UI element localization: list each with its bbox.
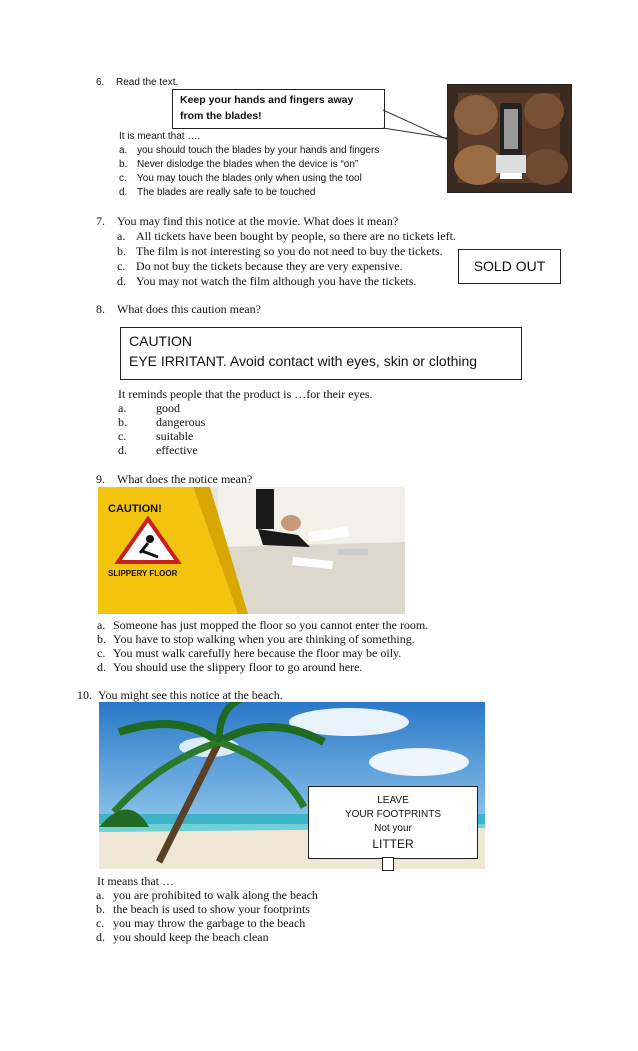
q7-option-a-text: All tickets have been bought by people, so there are no tickets left.	[136, 229, 456, 243]
q9-option-a-text: Someone has just mopped the floor so you cannot enter the room.	[113, 618, 429, 632]
q9-option-b-text: You have to stop walking when you are thinking of something.	[113, 632, 415, 646]
q8-caution-text: EYE IRRITANT. Avoid contact with eyes, skin or clothing	[129, 353, 478, 369]
q9-option-b: b.	[97, 632, 106, 646]
q6-stem: It is meant that ….	[119, 131, 201, 142]
q9-number: 9.	[96, 472, 105, 486]
q6-blender-photo	[447, 84, 572, 193]
q7-option-b: b.	[117, 244, 126, 258]
q8-option-a: a.	[118, 401, 127, 415]
q7-option-b-text: The film is not interesting so you do not need to buy the tickets.	[136, 244, 443, 258]
q7-option-d: d.	[117, 274, 126, 288]
q6-option-c-text: You may touch the blades only when using the tool	[137, 173, 362, 184]
q10-option-c-text: you may throw the garbage to the beach	[113, 916, 306, 930]
q7-option-a: a.	[117, 229, 126, 243]
q7-sold-out-sign	[458, 249, 561, 284]
q10-option-c: c.	[96, 916, 105, 930]
q10-prompt: You might see this notice at the beach.	[98, 688, 283, 702]
q9-slippery-floor-photo	[98, 487, 405, 614]
q6-prompt: Read the text.	[116, 77, 179, 88]
q10-sign-line3: Not your	[374, 823, 412, 834]
q10-option-a-text: you are prohibited to walk along the beach	[113, 888, 318, 902]
q8-option-d-text: effective	[156, 443, 198, 457]
q8-option-c: c.	[118, 429, 127, 443]
q8-caution-title: CAUTION	[129, 333, 192, 349]
q6-option-b-text: Never dislodge the blades when the device is “on”	[137, 159, 359, 170]
q8-stem: It reminds people that the product is …for their eyes.	[118, 387, 373, 401]
q10-option-d: d.	[96, 930, 105, 944]
q8-option-c-text: suitable	[156, 429, 194, 443]
q8-caution-box	[120, 327, 522, 380]
q7-prompt: You may find this notice at the movie. What does it mean?	[117, 214, 399, 228]
q8-number: 8.	[96, 302, 105, 316]
q6-option-a: a.	[119, 145, 128, 156]
q10-option-b-text: the beach is used to show your footprints	[113, 902, 310, 916]
q9-option-c: c.	[97, 646, 106, 660]
q9-option-a: a.	[97, 618, 106, 632]
q7-number: 7.	[96, 214, 105, 228]
q8-option-a-text: good	[156, 401, 180, 415]
q9-prompt: What does the notice mean?	[117, 472, 253, 486]
q7-sold-out-text: SOLD OUT	[473, 258, 546, 274]
q10-sign-post	[382, 857, 394, 871]
q7-option-d-text: You may not watch the film although you have the tickets.	[136, 274, 417, 288]
q10-option-a: a.	[96, 888, 105, 902]
q10-option-b: b.	[96, 902, 105, 916]
q9-sign-caution-text: CAUTION!	[108, 503, 162, 515]
q9-option-c-text: You must walk carefully here because the floor may be oily.	[113, 646, 402, 660]
q10-sign-line4: LITTER	[372, 837, 414, 851]
q6-option-d-text: The blades are really safe to be touched	[137, 187, 316, 198]
q7-option-c-text: Do not buy the tickets because they are very expensive.	[136, 259, 403, 273]
q8-prompt: What does this caution mean?	[117, 302, 261, 316]
q7-option-c: c.	[117, 259, 126, 273]
q6-number: 6.	[96, 77, 105, 88]
q8-option-b: b.	[118, 415, 127, 429]
q8-option-b-text: dangerous	[156, 415, 206, 429]
q10-number: 10.	[77, 688, 92, 702]
q6-option-d: d.	[119, 187, 128, 198]
q9-option-d: d.	[97, 660, 106, 674]
q10-option-d-text: you should keep the beach clean	[113, 930, 269, 944]
q6-option-c: c.	[119, 173, 127, 184]
q6-notice-line1: Keep your hands and fingers away	[180, 94, 354, 106]
q6-option-a-text: you should touch the blades by your hands and fingers	[137, 145, 380, 156]
q6-notice-line2: from the blades!	[180, 110, 262, 122]
q6-option-b: b.	[119, 159, 128, 170]
blender-image	[448, 85, 571, 192]
q10-notice-sign	[308, 786, 478, 859]
q9-sign-slippery-text: SLIPPERY FLOOR	[108, 569, 178, 578]
q10-sign-line2: YOUR FOOTPRINTS	[344, 809, 442, 820]
q10-sign-line1: LEAVE	[377, 795, 409, 806]
q8-option-d: d.	[118, 443, 127, 457]
q9-option-d-text: You should use the slippery floor to go around here.	[113, 660, 363, 674]
q10-stem: It means that …	[97, 874, 174, 888]
